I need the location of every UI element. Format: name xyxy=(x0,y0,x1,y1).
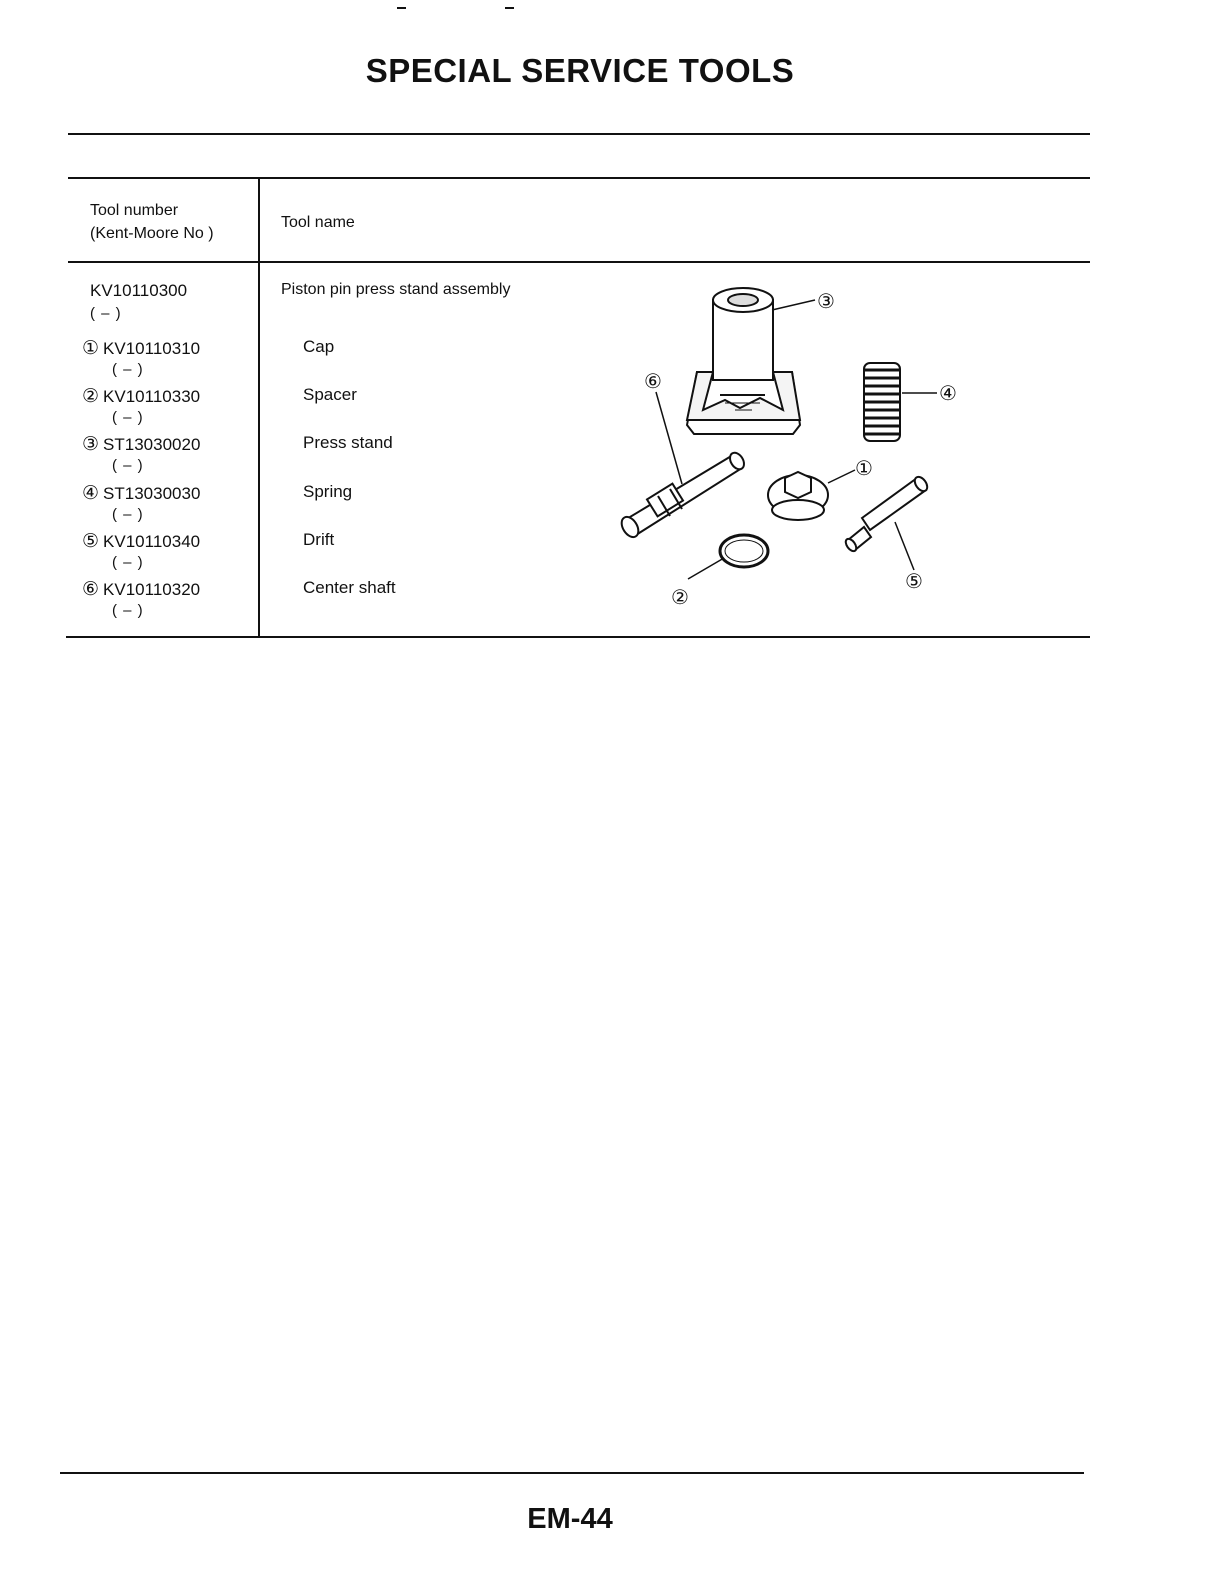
press-stand-drawing xyxy=(687,288,800,434)
part-name: Spring xyxy=(303,482,353,501)
header-tool-name: Tool name xyxy=(281,214,355,231)
part-name: Press stand xyxy=(303,433,393,452)
part-number-text: KV10110320 xyxy=(103,580,201,599)
callout-drift: ⑤ xyxy=(905,569,923,593)
part-number-text: KV10110310 xyxy=(103,339,201,358)
part-number-text: ST13030030 xyxy=(103,484,201,503)
assembly-kent-moore-number: ( – ) xyxy=(90,305,122,322)
header-kent-moore-label: (Kent-Moore No ) xyxy=(90,225,214,242)
part-marker: ③ xyxy=(82,434,100,455)
part-marker: ⑥ xyxy=(82,579,100,600)
part-kent-moore-number: ( – ) xyxy=(112,602,144,619)
cap-drawing xyxy=(768,472,828,520)
part-kent-moore-number: ( – ) xyxy=(112,409,144,426)
part-marker: ④ xyxy=(82,483,100,504)
callout-center-shaft: ⑥ xyxy=(644,369,662,393)
part-name: Spacer xyxy=(303,385,357,404)
part-number-text: KV10110330 xyxy=(103,387,201,406)
callout-spring: ④ xyxy=(939,381,957,405)
center-shaft-drawing xyxy=(618,450,747,540)
part-name: Center shaft xyxy=(303,578,396,597)
part-name: Cap xyxy=(303,337,335,356)
part-marker: ⑤ xyxy=(82,531,100,552)
part-kent-moore-number: ( – ) xyxy=(112,457,144,474)
part-marker: ① xyxy=(82,338,100,359)
assembly-tool-name: Piston pin press stand assembly xyxy=(281,281,511,298)
part-kent-moore-number: ( – ) xyxy=(112,361,144,378)
part-kent-moore-number: ( – ) xyxy=(112,554,144,571)
callout-press-stand: ③ xyxy=(817,289,835,313)
part-kent-moore-number: ( – ) xyxy=(112,506,144,523)
part-number-text: KV10110340 xyxy=(103,532,201,551)
page-number: EM-44 xyxy=(527,1503,613,1535)
page-title: SPECIAL SERVICE TOOLS xyxy=(365,52,795,89)
assembly-tool-number: KV10110300 xyxy=(90,281,188,300)
part-marker: ② xyxy=(82,386,100,407)
part-number-text: ST13030020 xyxy=(103,435,201,454)
callout-spacer: ② xyxy=(671,585,689,609)
part-name: Drift xyxy=(303,530,335,549)
footer-rule xyxy=(60,1472,1084,1474)
spring-drawing xyxy=(864,363,900,441)
callout-cap: ① xyxy=(855,456,873,480)
drift-drawing xyxy=(844,475,930,553)
header-tool-number-label: Tool number xyxy=(90,202,179,219)
